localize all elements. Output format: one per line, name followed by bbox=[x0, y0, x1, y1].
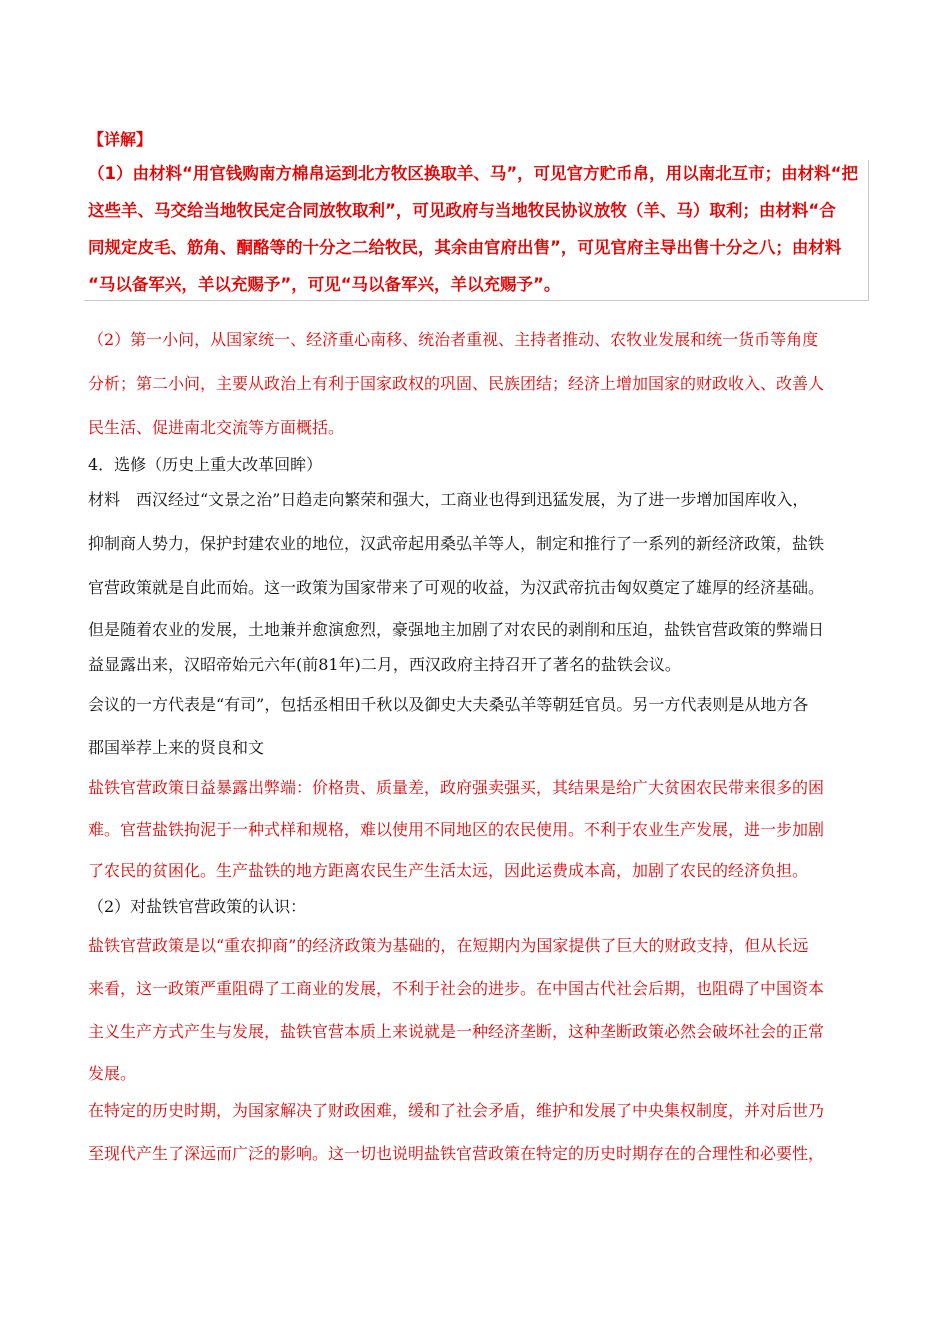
material-line: 益显露出来，汉昭帝始元六年(前81年)二月，西汉政府主持召开了著名的盐铁会议。 bbox=[88, 655, 681, 674]
material-line: 会议的一方代表是“有司”，包括丞相田千秋以及御史大夫桑弘羊等朝廷官员。另一方代表则是从地方各 bbox=[88, 695, 809, 714]
box-line: 同规定皮毛、筋角、酮酪等的十分之二给牧民，其余由官府出售”，可见官府主导出售十分之八；由材料 bbox=[88, 238, 842, 257]
material-line: 郡国举荐上来的贤良和文 bbox=[88, 738, 265, 757]
answer2-line: 来看，这一政策严重阻碍了工商业的发展，不利于社会的进步。在中国古代社会后期，也阻碍了中国资本 bbox=[88, 979, 825, 998]
answer2-title: （2）对盐铁官营政策的认识： bbox=[88, 897, 307, 916]
part2-line: 民生活、促进南北交流等方面概括。 bbox=[88, 418, 345, 437]
answer2-line: 发展。 bbox=[88, 1064, 137, 1083]
part2-line: 分析；第二小问，主要从政治上有利于国家政权的巩固、民族团结；经济上增加国家的财政收入、改善人 bbox=[88, 374, 825, 393]
answer2-line: 在特定的历史时期，为国家解决了财政困难，缓和了社会矛盾，维护和发展了中央集权制度，并对后世乃 bbox=[88, 1101, 825, 1120]
answer2-line: 盐铁官营政策是以“重农抑商”的经济政策为基础的，在短期内为国家提供了巨大的财政支持，但从长远 bbox=[88, 936, 809, 955]
answer1-line: 难。官营盐铁拘泥于一种式样和规格，难以使用不同地区的农民使用。不利于农业生产发展，进一步加剧 bbox=[88, 820, 825, 839]
box-line: （1）由材料“用官钱购南方棉帛运到北方牧区换取羊、马”，可见官方贮币帛，用以南北互市；由材料“把 bbox=[88, 164, 859, 183]
answer-box bbox=[84, 160, 869, 301]
answer2-line: 至现代产生了深远而广泛的影响。这一切也说明盐铁官营政策在特定的历史时期存在的合理性和必要性， bbox=[88, 1144, 825, 1163]
box-line: “马以备军兴，羊以充赐予”，可见“马以备军兴，羊以充赐予”。 bbox=[88, 275, 561, 294]
material-line: 但是随着农业的发展，土地兼并愈演愈烈，豪强地主加剧了对农民的剥削和压迫，盐铁官营政策的弊端日 bbox=[88, 620, 825, 639]
answer2-line: 主义生产方式产生与发展，盐铁官营本质上来说就是一种经济垄断，这种垄断政策必然会破坏社会的正常 bbox=[88, 1022, 825, 1041]
part2-line: （2）第一小问，从国家统一、经济重心南移、统治者重视、主持者推动、农牧业发展和统一货币等角度 bbox=[88, 330, 819, 349]
question-4-title: 4．选修（历史上重大改革回眸） bbox=[88, 455, 323, 474]
answer1-line: 了农民的贫困化。生产盐铁的地方距离农民生产生活太远，因此运费成本高，加剧了农民的经济负担。 bbox=[88, 861, 809, 880]
box-line: 这些羊、马交给当地牧民定合同放牧取利”，可见政府与当地牧民协议放牧（羊、马）取利；由材料“合 bbox=[88, 201, 836, 220]
material-line: 材料 西汉经过“文景之治”日趋走向繁荣和强大，工商业也得到迅猛发展，为了进一步增加国库收入， bbox=[88, 490, 809, 509]
detail-heading: 【详解】 bbox=[88, 130, 153, 149]
answer1-line: 盐铁官营政策日益暴露出弊端：价格贵、质量差，政府强卖强买，其结果是给广大贫困农民带来很多的困 bbox=[88, 778, 825, 797]
material-line: 官营政策就是自此而始。这一政策为国家带来了可观的收益，为汉武帝抗击匈奴奠定了雄厚的经济基础。 bbox=[88, 578, 825, 597]
material-line: 抑制商人势力，保护封建农业的地位，汉武帝起用桑弘羊等人，制定和推行了一系列的新经济政策，盐铁 bbox=[88, 534, 825, 553]
